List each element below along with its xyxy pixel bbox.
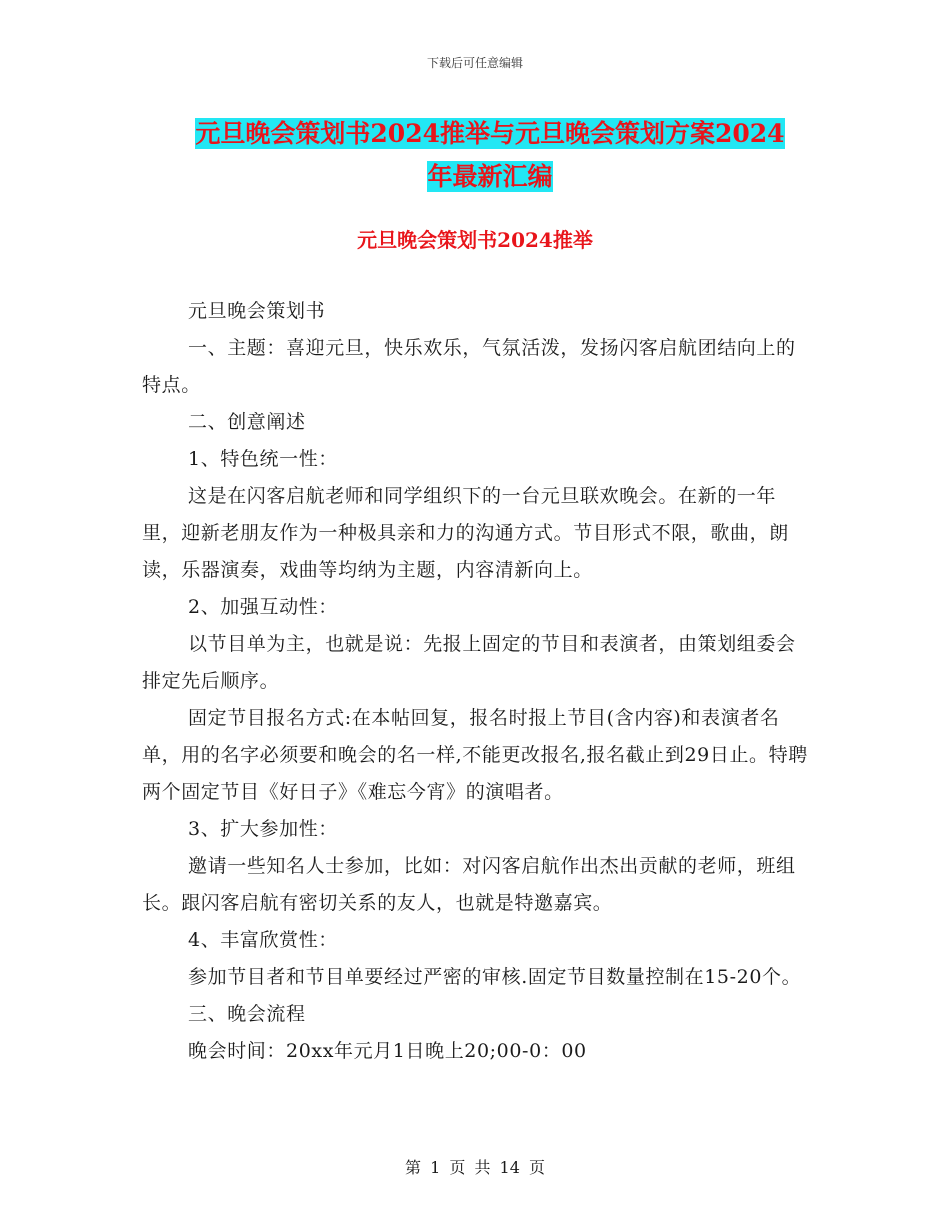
- body-text: [142, 293, 810, 1070]
- paragraph: 一、主题：喜迎元旦，快乐欢乐，气氛活泼，发扬闪客启航团结向上的特点。: [142, 337, 796, 396]
- paragraph: 1、特色统一性：: [188, 448, 338, 470]
- section-title: 元旦晚会策划书2024推举: [357, 228, 593, 252]
- paragraph: 这是在闪客启航老师和同学组织下的一台元旦联欢晚会。在新的一年里，迎新老朋友作为一种极具亲和力的沟通方式。节目形式不限，歌曲，朗读，乐器演奏，戏曲等均纳为主题，内容清新向上。: [142, 485, 789, 581]
- paragraph: 邀请一些知名人士参加，比如：对闪客启航作出杰出贡献的老师，班组长。跟闪客启航有密切关系的友人，也就是特邀嘉宾。: [142, 855, 796, 914]
- paragraph: 元旦晚会策划书: [188, 300, 326, 322]
- paragraph: 3、扩大参加性：: [188, 818, 338, 840]
- page-number: 第 1 页 共 14 页: [405, 1158, 545, 1177]
- paragraph: 2、加强互动性：: [188, 596, 338, 618]
- paragraph: 4、丰富欣赏性：: [188, 929, 338, 951]
- paragraph: 以节目单为主，也就是说：先报上固定的节目和表演者，由策划组委会排定先后顺序。: [142, 633, 796, 692]
- paragraph: 固定节目报名方式:在本帖回复，报名时报上节目(含内容)和表演者名单，用的名字必须要和晚会的名一样,不能更改报名,报名截止到29日止。特聘两个固定节目《好日子》《难忘今宵》的演唱者。: [142, 707, 808, 803]
- document-title: [140, 112, 840, 198]
- title-line-1: 元旦晚会策划书2024推举与元旦晚会策划方案2024: [195, 119, 785, 148]
- paragraph: 参加节目者和节目单要经过严密的审核.固定节目数量控制在15-20个。: [188, 966, 802, 988]
- paragraph: 三、晚会流程: [188, 1003, 306, 1025]
- paragraph: 二、创意阐述: [188, 411, 306, 433]
- title-line-2: 年最新汇编: [427, 162, 553, 191]
- header-note: 下载后可任意编辑: [426, 56, 523, 70]
- paragraph: 晚会时间：20xx年元月1日晚上20;00-0：00: [188, 1040, 587, 1062]
